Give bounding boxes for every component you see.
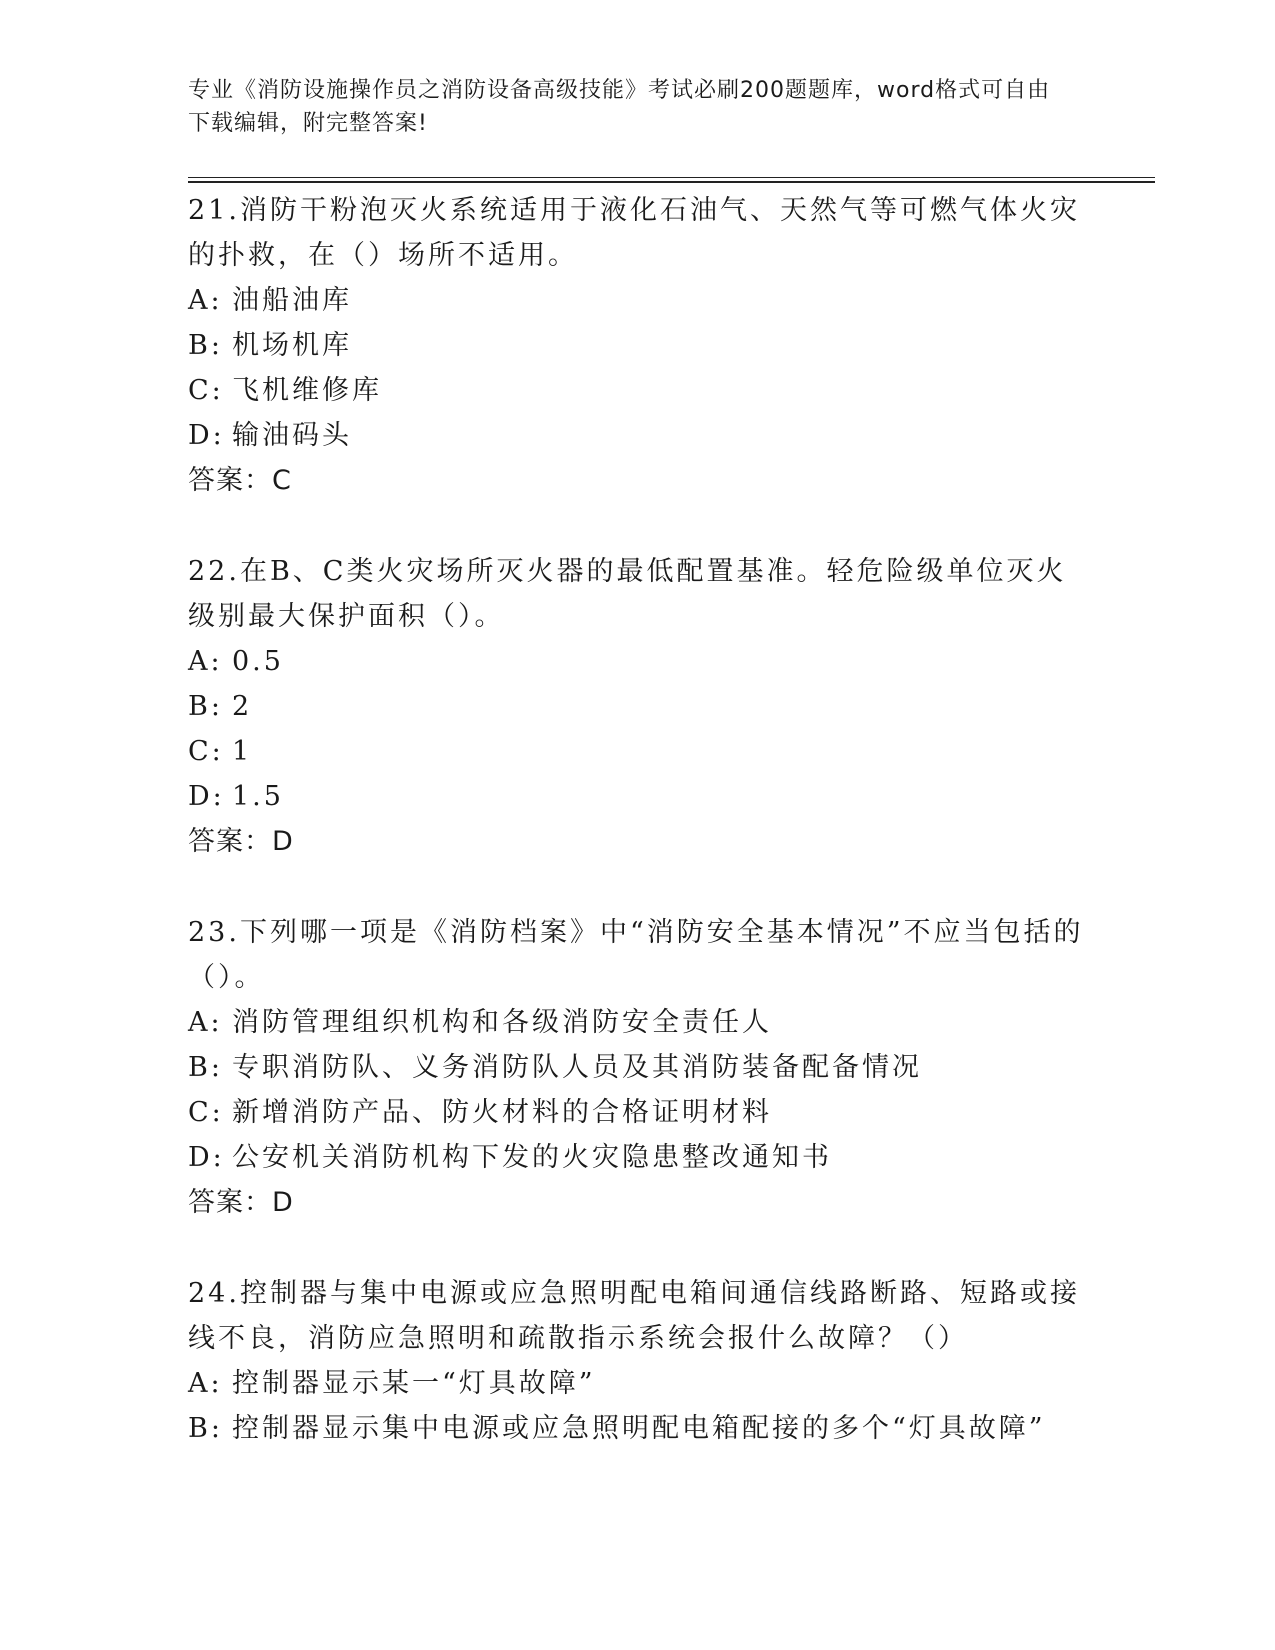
option-a bbox=[188, 278, 1088, 323]
option-letter: A: bbox=[188, 646, 223, 677]
option-text: 1.5 bbox=[232, 781, 284, 812]
option-letter: D: bbox=[188, 781, 225, 812]
option-letter: A: bbox=[188, 1368, 223, 1399]
header-divider-thin bbox=[188, 177, 1155, 178]
option-letter: D: bbox=[188, 1142, 225, 1173]
question-list bbox=[188, 188, 1088, 1497]
question-21 bbox=[188, 188, 1088, 503]
option-text: 油船油库 bbox=[232, 285, 352, 316]
answer: 答案：C bbox=[188, 465, 292, 496]
option-c bbox=[188, 729, 1088, 774]
option-b bbox=[188, 1045, 1088, 1090]
option-letter: C: bbox=[188, 1097, 224, 1128]
option-c bbox=[188, 368, 1088, 413]
option-letter: D: bbox=[188, 420, 225, 451]
option-letter: C: bbox=[188, 736, 224, 767]
option-text: 输油码头 bbox=[232, 420, 352, 451]
document-intro: 专业《消防设施操作员之消防设备高级技能》考试必刷200题题库，word格式可自由下载编辑，附完整答案! bbox=[188, 78, 1051, 136]
answer: 答案：D bbox=[188, 826, 294, 857]
option-letter: C: bbox=[188, 375, 224, 406]
option-text: 消防管理组织机构和各级消防安全责任人 bbox=[232, 1007, 772, 1038]
option-c bbox=[188, 1090, 1088, 1135]
option-text: 控制器显示集中电源或应急照明配电箱配接的多个“灯具故障” bbox=[232, 1413, 1046, 1444]
question-stem: 23.下列哪一项是《消防档案》中“消防安全基本情况”不应当包括的（）。 bbox=[188, 917, 1084, 993]
option-text: 0.5 bbox=[232, 646, 284, 677]
option-text: 飞机维修库 bbox=[232, 375, 382, 406]
option-d bbox=[188, 1135, 1088, 1180]
option-letter: B: bbox=[188, 1052, 223, 1083]
option-b bbox=[188, 684, 1088, 729]
option-d bbox=[188, 774, 1088, 819]
option-text: 专职消防队、义务消防队人员及其消防装备配备情况 bbox=[232, 1052, 922, 1083]
option-text: 控制器显示某一“灯具故障” bbox=[232, 1368, 596, 1399]
option-text: 公安机关消防机构下发的火灾隐患整改通知书 bbox=[232, 1142, 832, 1173]
question-stem: 22.在B、C类火灾场所灭火器的最低配置基准。轻危险级单位灭火级别最大保护面积（）。 bbox=[188, 556, 1067, 632]
option-b bbox=[188, 323, 1088, 368]
option-b bbox=[188, 1406, 1088, 1451]
question-stem: 24.控制器与集中电源或应急照明配电箱间通信线路断路、短路或接线不良，消防应急照明和疏散指示系统会报什么故障？（） bbox=[188, 1278, 1080, 1354]
option-a bbox=[188, 1361, 1088, 1406]
option-letter: B: bbox=[188, 691, 223, 722]
option-letter: A: bbox=[188, 285, 223, 316]
option-text: 2 bbox=[232, 691, 253, 722]
question-stem: 21.消防干粉泡灭火系统适用于液化石油气、天然气等可燃气体火灾的扑救，在（）场所不适用。 bbox=[188, 195, 1080, 271]
answer: 答案：D bbox=[188, 1187, 294, 1218]
option-text: 新增消防产品、防火材料的合格证明材料 bbox=[232, 1097, 772, 1128]
option-letter: B: bbox=[188, 1413, 223, 1444]
option-letter: A: bbox=[188, 1007, 223, 1038]
option-d bbox=[188, 413, 1088, 458]
question-23 bbox=[188, 910, 1088, 1225]
option-text: 机场机库 bbox=[232, 330, 352, 361]
option-a bbox=[188, 1000, 1088, 1045]
question-22 bbox=[188, 549, 1088, 864]
option-a bbox=[188, 639, 1088, 684]
header-divider-thick bbox=[188, 181, 1155, 183]
question-24 bbox=[188, 1271, 1088, 1451]
option-letter: B: bbox=[188, 330, 223, 361]
option-text: 1 bbox=[232, 736, 253, 767]
